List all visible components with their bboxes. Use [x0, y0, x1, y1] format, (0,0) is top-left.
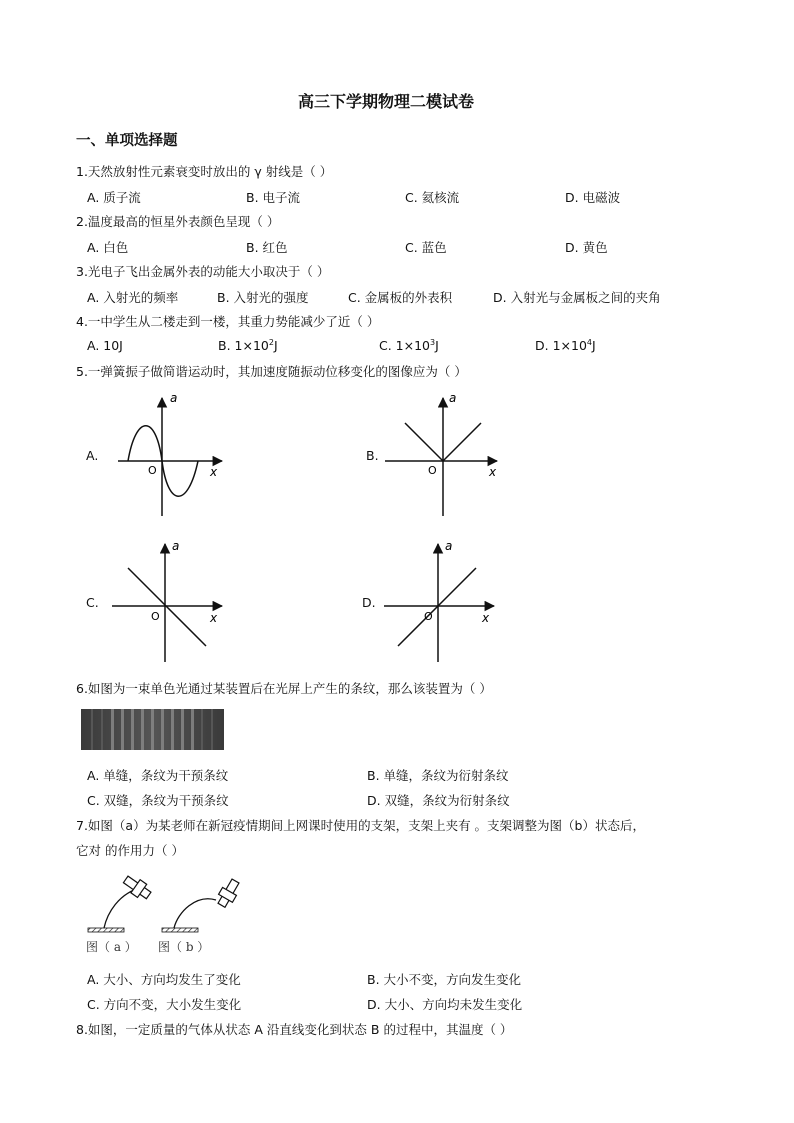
- q3-option-a: A. 入射光的频率: [87, 290, 179, 305]
- q1-option-c: C. 氦核流: [405, 190, 460, 205]
- question-6-stem: 6.如图为一束单色光通过某装置后在光屏上产生的条纹，那么该装置为（ ）: [76, 681, 492, 696]
- q4-option-b-base: B. 1×10: [218, 338, 269, 353]
- question-4-stem: 4.一中学生从二楼走到一楼，其重力势能减少了近（ ）: [76, 314, 380, 329]
- q2-option-a: A. 白色: [87, 240, 129, 255]
- q4-option-c-exponent: 3: [430, 337, 436, 347]
- fringe-pattern-image: [81, 709, 224, 750]
- graph-c-label: C.: [86, 595, 99, 610]
- graph-d-label: D.: [362, 595, 376, 610]
- question-8-stem: 8.如图，一定质量的气体从状态 A 沿直线变化到状态 B 的过程中，其温度（ ）: [76, 1022, 513, 1037]
- graph-a-label: A.: [86, 448, 99, 463]
- q7-option-d: D. 大小、方向均未发生变化: [367, 997, 523, 1012]
- q4-option-b: [218, 338, 278, 353]
- graph-d-positive-line: [382, 536, 512, 666]
- q4-option-b-unit: J: [273, 338, 278, 353]
- graph-a-sine: [110, 388, 240, 523]
- graph-b-label: B.: [366, 448, 379, 463]
- stand-b: [162, 877, 242, 932]
- phone-stand-figure: [82, 868, 252, 938]
- question-5-stem: 5.一弹簧振子做简谐运动时，其加速度随振动位移变化的图像应为（ ）: [76, 364, 467, 379]
- question-2-stem: 2.温度最高的恒星外表颜色呈现（ ）: [76, 214, 280, 229]
- q7-option-b: B. 大小不变，方向发生变化: [367, 972, 522, 987]
- q6-option-b: B. 单缝，条纹为衍射条纹: [367, 768, 509, 783]
- graph-d-curve: [398, 568, 476, 646]
- q6-option-c: C. 双缝，条纹为干预条纹: [87, 793, 229, 808]
- graph-c-negative-line: [108, 536, 238, 666]
- figure-a-caption: 图（ a ）: [86, 940, 137, 954]
- question-1-stem: 1.天然放射性元素衰变时放出的 γ 射线是（ ）: [76, 164, 333, 179]
- q1-option-b: B. 电子流: [246, 190, 301, 205]
- q3-option-c: C. 金属板的外表积: [348, 290, 453, 305]
- q4-option-d: [535, 338, 596, 353]
- graph-b-origin: O: [428, 464, 437, 477]
- q2-option-d: D. 黄色: [565, 240, 608, 255]
- section-heading: 一、单项选择题: [76, 133, 178, 149]
- graph-b-v-shape: [385, 388, 515, 523]
- q1-option-d: D. 电磁波: [565, 190, 621, 205]
- graph-c-y-label: a: [172, 539, 180, 553]
- q1-option-a: A. 质子流: [87, 190, 141, 205]
- q4-option-d-exponent: 4: [586, 337, 592, 347]
- q7-option-c: C. 方向不变，大小发生变化: [87, 997, 242, 1012]
- q6-option-a: A. 单缝，条纹为干预条纹: [87, 768, 229, 783]
- stand-a: [88, 873, 153, 932]
- page-title: 高三下学期物理二模试卷: [298, 92, 475, 111]
- figure-b-caption: 图（ b ）: [158, 940, 210, 954]
- q4-option-c-unit: J: [435, 338, 439, 353]
- q6-option-d: D. 双缝，条纹为衍射条纹: [367, 793, 510, 808]
- graph-b-y-label: a: [449, 391, 457, 405]
- graph-c-curve: [128, 568, 206, 646]
- q2-option-b: B. 红色: [246, 240, 288, 255]
- q4-option-d-unit: J: [592, 338, 596, 353]
- q3-option-b: B. 入射光的强度: [217, 290, 309, 305]
- graph-d-origin: O: [424, 610, 433, 623]
- question-3-stem: 3.光电子飞出金属外表的动能大小取决于（ ）: [76, 264, 330, 279]
- q4-option-a: [87, 338, 123, 353]
- graph-d-y-label: a: [445, 539, 453, 553]
- graph-b-x-label: x: [489, 465, 497, 479]
- q2-option-c: C. 蓝色: [405, 240, 447, 255]
- graph-a-y-label: a: [170, 391, 178, 405]
- q4-option-d-base: D. 1×10: [535, 338, 587, 353]
- graph-a-x-label: x: [210, 465, 218, 479]
- q3-option-d: D. 入射光与金属板之间的夹角: [493, 290, 661, 305]
- q4-option-a-text: A. 10J: [87, 338, 123, 353]
- question-7-stem-line1: 7.如图（a）为某老师在新冠疫情期间上网课时使用的支架，支架上夹有 。支架调整为图（b）状态后，: [76, 818, 645, 833]
- q4-option-c: [379, 338, 439, 353]
- question-7-stem-line2: 它对 的作用力（ ）: [76, 843, 184, 858]
- graph-c-x-label: x: [210, 611, 218, 625]
- graph-c-origin: O: [151, 610, 160, 623]
- graph-d-x-label: x: [482, 611, 490, 625]
- q4-option-b-exponent: 2: [268, 337, 274, 347]
- q7-option-a: A. 大小、方向均发生了变化: [87, 972, 241, 987]
- graph-a-origin: O: [148, 464, 157, 477]
- q4-option-c-base: C. 1×10: [379, 338, 431, 353]
